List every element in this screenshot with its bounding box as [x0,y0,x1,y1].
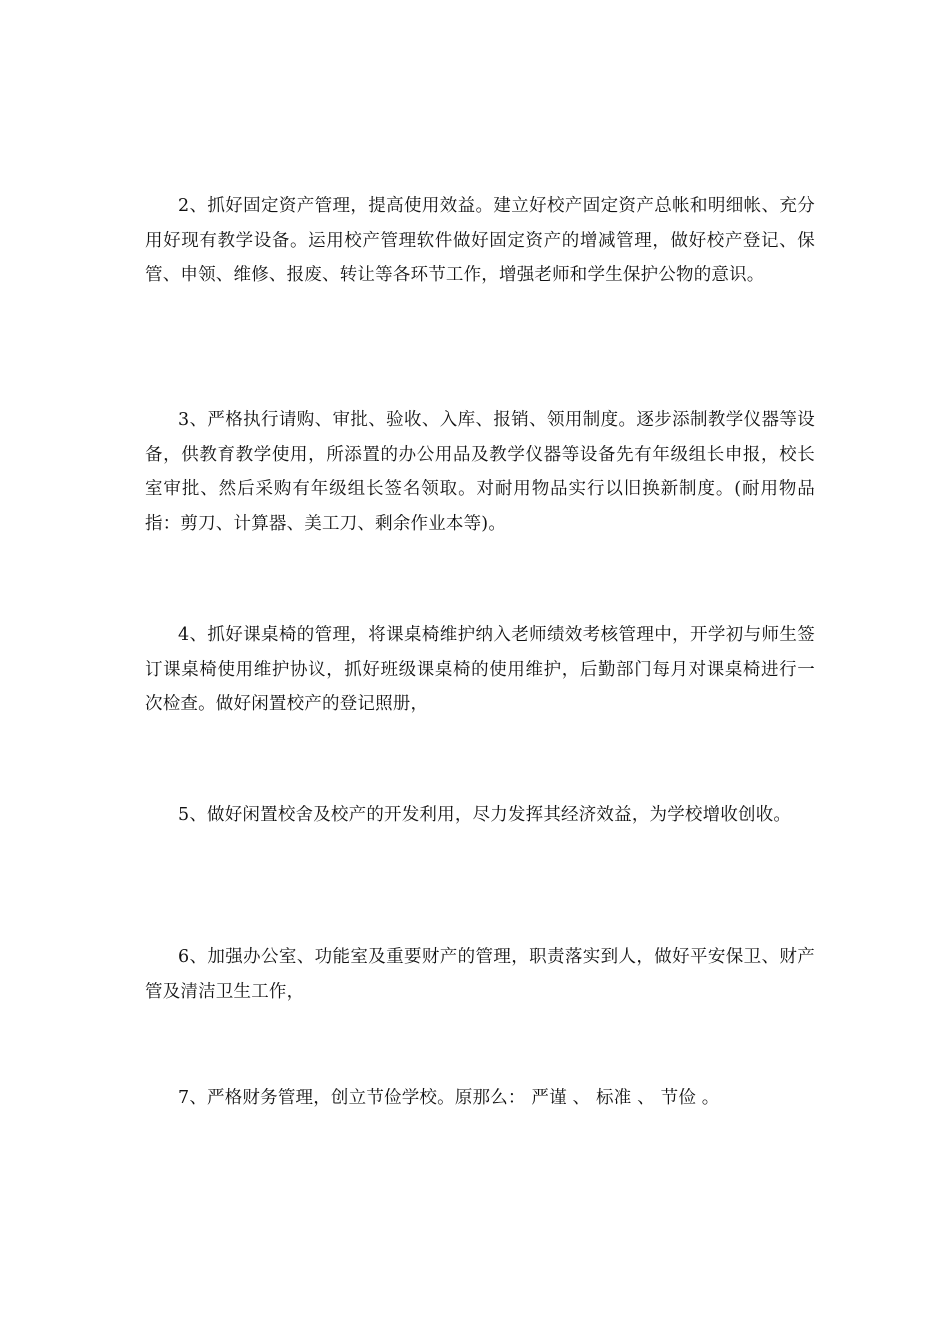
paragraph-item-7: 7、严格财务管理，创立节俭学校。原那么： 严谨 、 标准 、 节俭 。 [178,1088,720,1108]
paragraph-item-3: 3、严格执行请购、审批、验收、入库、报销、领用制度。逐步添制教学仪器等设备，供教育教学使用，所添置的办公用品及教学仪器等设备先有年级组长申报，校长室审批、然后采购有年级组长签名领取。对耐用物品实行以旧换新制度。(耐用物品指：剪刀、计算器、美工刀、剩余作业本等)。 [145,410,815,534]
paragraph-item-2: 2、抓好固定资产管理，提高使用效益。建立好校产固定资产总帐和明细帐、充分用好现有教学设备。运用校产管理软件做好固定资产的增减管理，做好校产登记、保管、申领、维修、报废、转让等各环节工作，增强老师和学生保护公物的意识。 [145,196,815,285]
paragraph-item-4: 4、抓好课桌椅的管理，将课桌椅维护纳入老师绩效考核管理中，开学初与师生签订课桌椅使用维护协议，抓好班级课桌椅的使用维护，后勤部门每月对课桌椅进行一次检查。做好闲置校产的登记照册， [145,625,815,714]
paragraph-item-6: 6、加强办公室、功能室及重要财产的管理，职责落实到人，做好平安保卫、财产管及清洁卫生工作， [145,947,815,1002]
paragraph-item-5: 5、做好闲置校舍及校产的开发利用，尽力发挥其经济效益，为学校增收创收。 [178,805,792,825]
